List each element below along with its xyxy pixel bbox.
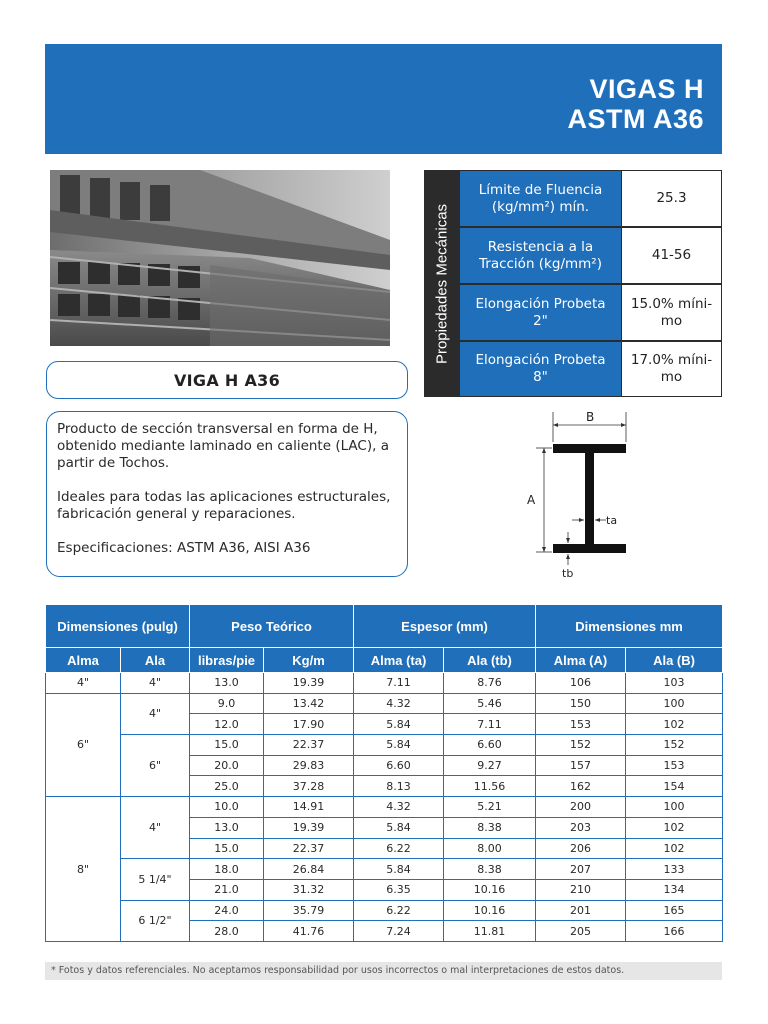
table-row [46, 735, 723, 756]
table-cell: 100 [626, 693, 723, 714]
table-cell: 13.42 [264, 693, 354, 714]
table-cell: 9.27 [444, 755, 536, 776]
table-cell: 19.39 [264, 817, 354, 838]
table-cell: 6.60 [354, 755, 444, 776]
header-espesor: Espesor (mm) [354, 605, 536, 648]
table-cell: 162 [536, 776, 626, 797]
property-label: Elongación Probeta 8" [460, 342, 621, 396]
table-cell: 7.24 [354, 921, 444, 942]
table-cell: 157 [536, 755, 626, 776]
table-row [46, 673, 723, 694]
table-cell: 11.56 [444, 776, 536, 797]
table-row [46, 693, 723, 714]
label-ta: ta [606, 514, 618, 527]
h-beam-section-diagram [522, 408, 632, 580]
table-cell: 7.11 [444, 714, 536, 735]
footnote-disclaimer: * Fotos y datos referenciales. No aceptamos responsabilidad por usos incorrectos o mal interpretaciones de estos datos. [45, 962, 722, 980]
table-cell: 26.84 [264, 859, 354, 880]
table-cell: 6.22 [354, 900, 444, 921]
table-cell: 100 [626, 797, 723, 818]
ala-cell: 4" [121, 693, 190, 734]
table-cell: 29.83 [264, 755, 354, 776]
table-cell: 200 [536, 797, 626, 818]
ala-cell: 5 1/4" [121, 859, 190, 900]
table-cell: 6.35 [354, 879, 444, 900]
table-cell: 8.13 [354, 776, 444, 797]
table-cell: 28.0 [190, 921, 264, 942]
table-cell: 37.28 [264, 776, 354, 797]
table-cell: 7.11 [354, 673, 444, 694]
table-cell: 102 [626, 838, 723, 859]
table-cell: 41.76 [264, 921, 354, 942]
header-dimensiones-mm: Dimensiones mm [536, 605, 723, 648]
table-cell: 25.0 [190, 776, 264, 797]
table-cell: 6.22 [354, 838, 444, 859]
header-peso: Peso Teórico [190, 605, 354, 648]
col-libras-pie: libras/pie [190, 648, 264, 673]
table-cell: 13.0 [190, 817, 264, 838]
table-cell: 8.38 [444, 859, 536, 880]
table-cell: 103 [626, 673, 723, 694]
header-banner [45, 44, 722, 154]
table-cell: 11.81 [444, 921, 536, 942]
description-paragraph: Especificaciones: ASTM A36, AISI A36 [57, 540, 311, 556]
table-cell: 5.84 [354, 817, 444, 838]
table-cell: 35.79 [264, 900, 354, 921]
table-cell: 166 [626, 921, 723, 942]
table-cell: 154 [626, 776, 723, 797]
table-cell: 210 [536, 879, 626, 900]
label-tb: tb [562, 567, 574, 580]
table-cell: 102 [626, 714, 723, 735]
table-cell: 207 [536, 859, 626, 880]
table-cell: 12.0 [190, 714, 264, 735]
table-cell: 5.21 [444, 797, 536, 818]
property-row [460, 285, 721, 340]
alma-cell: 8" [46, 797, 121, 942]
properties-side-label: Propiedades Mecánicas [425, 171, 459, 396]
ala-cell: 4" [121, 673, 190, 694]
ala-cell: 4" [121, 797, 190, 859]
steel-beams-photo [50, 170, 390, 346]
col-kg-m: Kg/m [264, 648, 354, 673]
table-cell: 5.84 [354, 735, 444, 756]
table-cell: 31.32 [264, 879, 354, 900]
table-cell: 13.0 [190, 673, 264, 694]
property-label: Límite de Fluencia (kg/mm²) mín. [460, 171, 621, 226]
property-value: 25.3 [622, 171, 721, 226]
table-cell: 201 [536, 900, 626, 921]
table-cell: 203 [536, 817, 626, 838]
table-cell: 15.0 [190, 735, 264, 756]
table-cell: 8.76 [444, 673, 536, 694]
table-cell: 153 [626, 755, 723, 776]
label-b: B [586, 410, 595, 424]
table-cell: 106 [536, 673, 626, 694]
page-title-line2: ASTM A36 [567, 104, 704, 134]
table-cell: 5.84 [354, 859, 444, 880]
description-paragraph: Ideales para todas las aplicaciones estructurales, fabricación general y reparaciones. [57, 489, 391, 522]
table-cell: 8.00 [444, 838, 536, 859]
alma-cell: 4" [46, 673, 121, 694]
col-ala: Ala [121, 648, 190, 673]
table-cell: 152 [626, 735, 723, 756]
table-cell: 10.0 [190, 797, 264, 818]
col-ala-tb: Ala (tb) [444, 648, 536, 673]
header-dimensiones-pulg: Dimensiones (pulg) [46, 605, 190, 648]
table-cell: 102 [626, 817, 723, 838]
table-cell: 15.0 [190, 838, 264, 859]
property-label: Resistencia a la Tracción (kg/mm²) [460, 228, 621, 283]
table-cell: 133 [626, 859, 723, 880]
product-description [46, 411, 408, 577]
table-cell: 21.0 [190, 879, 264, 900]
alma-cell: 6" [46, 693, 121, 796]
table-cell: 9.0 [190, 693, 264, 714]
table-cell: 20.0 [190, 755, 264, 776]
table-cell: 150 [536, 693, 626, 714]
table-cell: 19.39 [264, 673, 354, 694]
table-cell: 152 [536, 735, 626, 756]
table-cell: 5.84 [354, 714, 444, 735]
ala-cell: 6" [121, 735, 190, 797]
table-cell: 14.91 [264, 797, 354, 818]
property-value: 41-56 [622, 228, 721, 283]
table-row [46, 859, 723, 880]
table-cell: 17.90 [264, 714, 354, 735]
table-row [46, 900, 723, 921]
table-cell: 4.32 [354, 693, 444, 714]
property-value: 17.0% míni-mo [622, 342, 721, 396]
dimensions-table [45, 604, 723, 942]
mechanical-properties-table [424, 170, 722, 397]
col-alma-a: Alma (A) [536, 648, 626, 673]
property-label: Elongación Probeta 2" [460, 285, 621, 340]
table-cell: 24.0 [190, 900, 264, 921]
description-paragraph: Producto de sección transversal en forma de H, obtenido mediante laminado en caliente (LAC), a partir de Tochos. [57, 421, 389, 471]
page-title-line1: VIGAS H [589, 74, 704, 104]
property-row [460, 228, 721, 283]
table-cell: 206 [536, 838, 626, 859]
table-cell: 22.37 [264, 838, 354, 859]
property-row [460, 171, 721, 226]
table-cell: 4.32 [354, 797, 444, 818]
table-cell: 5.46 [444, 693, 536, 714]
col-ala-b: Ala (B) [626, 648, 723, 673]
table-cell: 165 [626, 900, 723, 921]
table-row [46, 797, 723, 818]
table-cell: 22.37 [264, 735, 354, 756]
table-cell: 134 [626, 879, 723, 900]
label-a: A [527, 493, 536, 507]
table-cell: 6.60 [444, 735, 536, 756]
property-value: 15.0% míni-mo [622, 285, 721, 340]
property-row [460, 342, 721, 396]
table-cell: 153 [536, 714, 626, 735]
table-cell: 8.38 [444, 817, 536, 838]
product-name-box: VIGA H A36 [46, 361, 408, 399]
table-cell: 18.0 [190, 859, 264, 880]
table-cell: 10.16 [444, 900, 536, 921]
col-alma-ta: Alma (ta) [354, 648, 444, 673]
table-cell: 205 [536, 921, 626, 942]
col-alma: Alma [46, 648, 121, 673]
table-cell: 10.16 [444, 879, 536, 900]
ala-cell: 6 1/2" [121, 900, 190, 941]
